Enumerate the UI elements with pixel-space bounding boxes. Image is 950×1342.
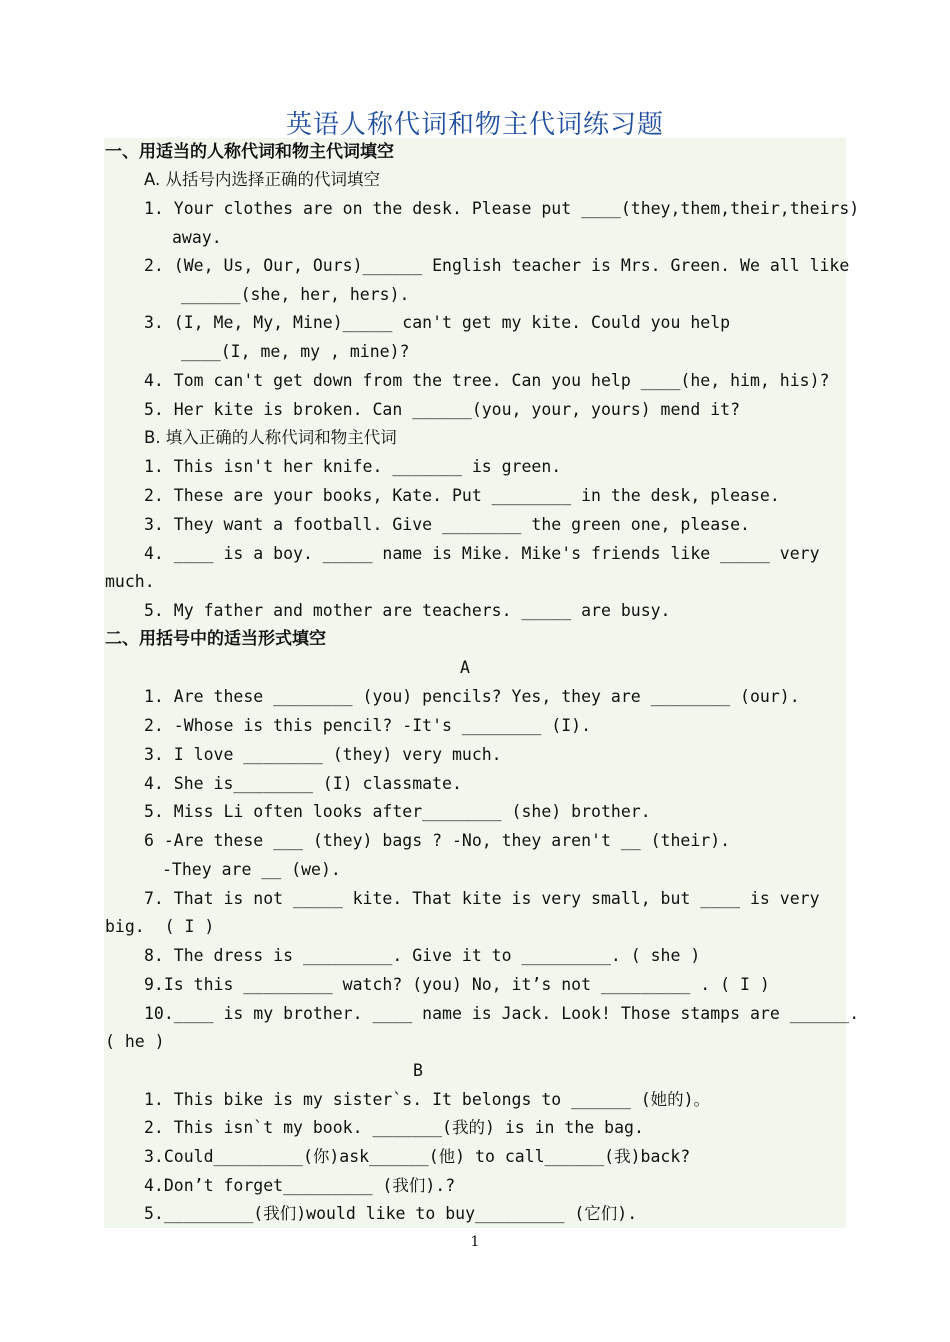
section-1-part-b-label: B. 填入正确的人称代词和物主代词 [144,428,397,447]
exercise-line: 4. ____ is a boy. _____ name is Mike. Mike's friends like _____ very [144,544,820,563]
section-2-part-b-label: B [413,1061,423,1080]
exercise-line: 1. This isn't her knife. _______ is green. [144,457,562,476]
exercise-line: 1. Are these ________ (you) pencils? Yes, they are ________ (our). [144,687,800,706]
exercise-line: 5. Miss Li often looks after________ (she) brother. [144,802,651,821]
exercise-line: 3.Could_________(你)ask______(他) to call______(我)back? [144,1147,691,1166]
exercise-line: away. [172,228,222,247]
exercise-line: 1. Your clothes are on the desk. Please put ____(they,them,their,theirs) [144,199,860,218]
page-title: 英语人称代词和物主代词练习题 [285,110,664,140]
exercise-line: 2. (We, Us, Our, Ours)______ English teacher is Mrs. Green. We all like [144,256,850,275]
exercise-line: 4. Tom can't get down from the tree. Can you help ____(he, him, his)? [144,371,830,390]
exercise-line: 3. (I, Me, My, Mine)_____ can't get my kite. Could you help [144,313,731,332]
exercise-line: ( he ) [105,1032,165,1051]
exercise-line: ____(I, me, my , mine)? [181,342,410,361]
exercise-line: ______(she, her, hers). [181,285,410,304]
exercise-line: 4.Don’t forget_________ (我们).? [144,1176,456,1195]
exercise-line: 5. My father and mother are teachers. _____ are busy. [144,601,671,620]
exercise-line: 2. These are your books, Kate. Put ________ in the desk, please. [144,486,780,505]
exercise-line: 5._________(我们)would like to buy_________ (它们). [144,1204,638,1223]
exercise-line: 5. Her kite is broken. Can ______(you, your, yours) mend it? [144,400,741,419]
exercise-line: much. [105,572,155,591]
exercise-line: 2. -Whose is this pencil? -It's ________ (I). [144,716,592,735]
exercise-line: 4. She is________ (I) classmate. [144,774,462,793]
section-1-heading: 一、用适当的人称代词和物主代词填空 [105,142,394,162]
exercise-line: 7. That is not _____ kite. That kite is very small, but ____ is very [144,889,820,908]
exercise-line: 3. They want a football. Give ________ the green one, please. [144,515,750,534]
exercise-line: 2. This isn`t my book. _______(我的) is in the bag. [144,1118,644,1137]
exercise-line: 9.Is this _________ watch? (you) No, it’s not _________ . ( I ) [144,975,770,994]
exercise-line: 10.____ is my brother. ____ name is Jack. Look! Those stamps are ______. [144,1004,860,1023]
exercise-line: 1. This bike is my sister`s. It belongs to ______ (她的)。 [144,1090,711,1109]
exercise-line: 3. I love ________ (they) very much. [144,745,502,764]
section-2-part-a-label: A [460,658,470,677]
exercise-line: 8. The dress is _________. Give it to _________. ( she ) [144,946,701,965]
exercise-line: big. ( I ) [105,917,215,936]
section-2-heading: 二、用括号中的适当形式填空 [105,629,326,649]
exercise-line: -They are __ (we). [162,860,341,879]
exercise-line: 6 -Are these ___ (they) bags ? -No, they aren't __ (their). [144,831,731,850]
section-1-part-a-label: A. 从括号内选择正确的代词填空 [144,170,380,189]
page-number: 1 [470,1234,480,1250]
